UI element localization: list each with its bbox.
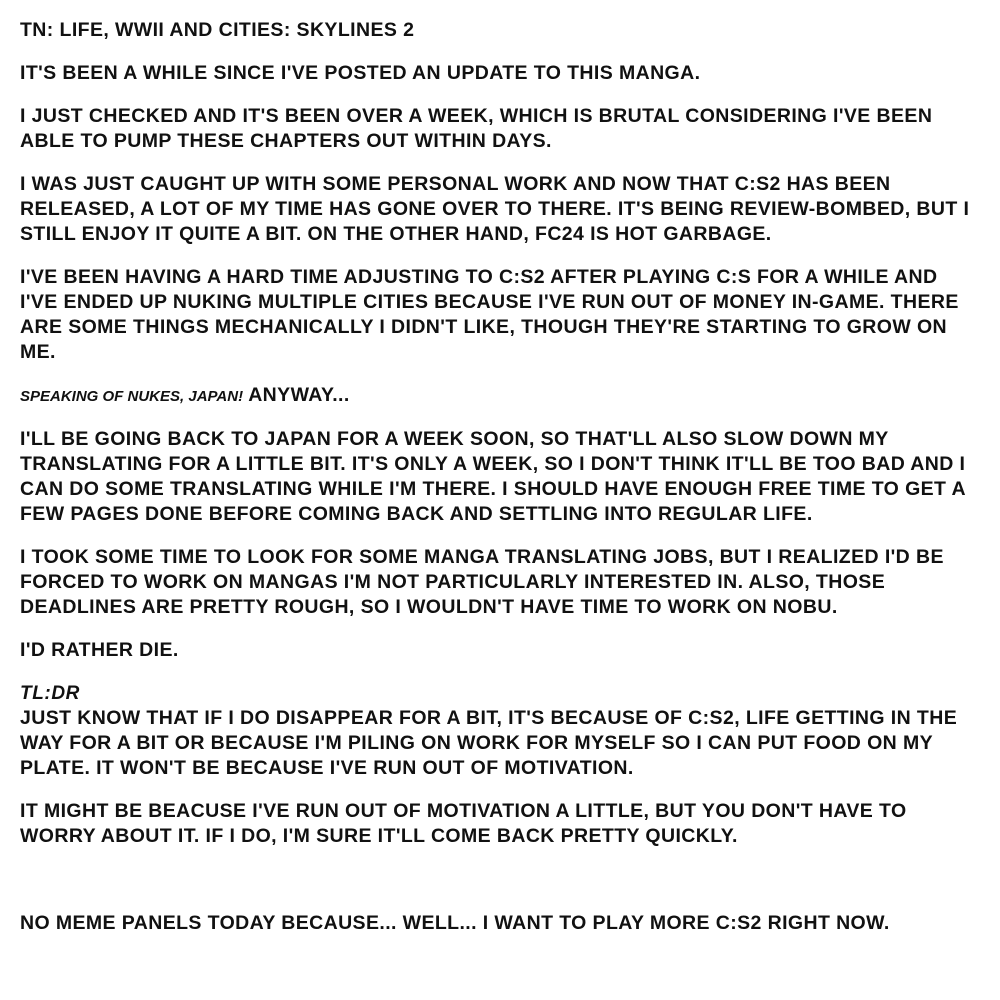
paragraph-motivation: IT MIGHT BE BEACUSE I'VE RUN OUT OF MOTIVATION A LITTLE, BUT YOU DON'T HAVE TO WORRY ABOUT IT. IF I DO, I'M SURE IT'LL COME BACK PRETTY QUICKLY. — [20, 800, 907, 847]
paragraph-week-gap: I JUST CHECKED AND IT'S BEEN OVER A WEEK, WHICH IS BRUTAL CONSIDERING I'VE BEEN ABLE TO PUMP THESE CHAPTERS OUT WITHIN DAYS. — [20, 105, 933, 152]
paragraph-rather-die: I'D RATHER DIE. — [20, 639, 179, 661]
paragraph-intro: IT'S BEEN A WHILE SINCE I'VE POSTED AN UPDATE TO THIS MANGA. — [20, 62, 701, 84]
section-spacer — [20, 867, 980, 911]
paragraph-translating-jobs: I TOOK SOME TIME TO LOOK FOR SOME MANGA TRANSLATING JOBS, BUT I REALIZED I'D BE FORCED TO WORK ON MANGAS I'M NOT PARTICULARLY INTERESTED IN. ALSO, THOSE DEADLINES ARE PRETTY ROUGH, SO I WOULDN'T HAVE TIME TO WORK ON NOBU. — [20, 546, 944, 618]
paragraph-nukes-anyway — [20, 383, 980, 409]
tldr-heading: TL:DR — [20, 683, 80, 704]
tldr-body: JUST KNOW THAT IF I DO DISAPPEAR FOR A BIT, IT'S BECAUSE OF C:S2, LIFE GETTING IN THE WAY FOR A BIT OR BECAUSE I'M PILING ON WORK FOR MYSELF SO I CAN PUT FOOD ON MY PLATE. IT WON'T BE BECAUSE I'VE RUN OUT OF MOTIVATION. — [20, 707, 958, 779]
paragraph-personal-work: I WAS JUST CAUGHT UP WITH SOME PERSONAL WORK AND NOW THAT C:S2 HAS BEEN RELEASED, A LOT OF MY TIME HAS GONE OVER TO THERE. IT'S BEING REVIEW-BOMBED, BUT I STILL ENJOY IT QUITE A BIT. ON THE OTHER HAND, FC24 IS HOT GARBAGE. — [20, 173, 970, 245]
page-title: TN: LIFE, WWII AND CITIES: SKYLINES 2 — [20, 19, 415, 41]
paragraph-adjusting: I'VE BEEN HAVING A HARD TIME ADJUSTING TO C:S2 AFTER PLAYING C:S FOR A WHILE AND I'VE ENDED UP NUKING MULTIPLE CITIES BECAUSE I'VE RUN OUT OF MONEY IN-GAME. THERE ARE SOME THINGS MECHANICALLY I DIDN'T LIKE, THOUGH THEY'RE STARTING TO GROW ON ME. — [20, 266, 959, 363]
paragraph-japan-trip: I'LL BE GOING BACK TO JAPAN FOR A WEEK SOON, SO THAT'LL ALSO SLOW DOWN MY TRANSLATING FOR A LITTLE BIT. IT'S ONLY A WEEK, SO I DON'T THINK IT'LL BE TOO BAD AND I CAN DO SOME TRANSLATING WHILE I'M THERE. I SHOULD HAVE ENOUGH FREE TIME TO GET A FEW PAGES DONE BEFORE COMING BACK AND SETTLING INTO REGULAR LIFE. — [20, 428, 966, 525]
small-lead-text: SPEAKING OF NUKES, JAPAN! — [20, 388, 244, 405]
anyway-text: ANYWAY... — [248, 384, 350, 406]
paragraph-no-meme-panels: NO MEME PANELS TODAY BECAUSE... WELL... I WANT TO PLAY MORE C:S2 RIGHT NOW. — [20, 912, 890, 934]
